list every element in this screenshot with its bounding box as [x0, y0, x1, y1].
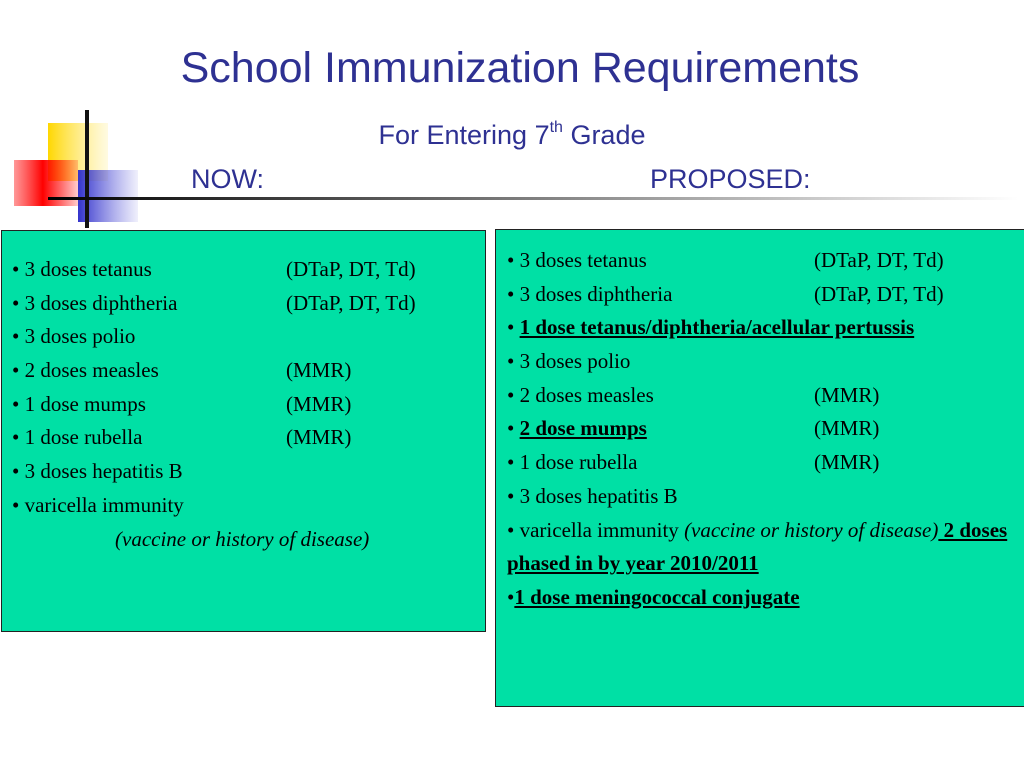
prop-item-varicella: [507, 514, 1014, 581]
now-item-measles: [12, 354, 475, 388]
subtitle-superscript: th: [549, 119, 563, 136]
prop-item-rubella: [507, 446, 1014, 480]
prop-item-tetanus: [507, 244, 1014, 278]
item-bullet: •: [507, 584, 515, 609]
prop-item-polio: [507, 345, 1014, 379]
page-title: School Immunization Requirements: [180, 44, 860, 92]
item-text: • 3 doses diphtheria: [12, 290, 178, 315]
varicella-phase-in: 2 doses phased in by year 2010/2011: [507, 517, 1008, 576]
item-vaccine: (DTaP, DT, Td): [286, 290, 416, 315]
horizontal-rule: [48, 197, 1018, 200]
item-text: • 3 doses hepatitis B: [507, 483, 678, 508]
now-item-rubella: [12, 421, 475, 455]
item-vaccine: (MMR): [814, 450, 880, 475]
prop-item-diphtheria: [507, 278, 1014, 312]
prop-item-tdap: [507, 311, 1014, 345]
item-vaccine: (MMR): [286, 391, 352, 416]
item-text: • 3 doses tetanus: [12, 257, 152, 281]
item-text: • 1 dose rubella: [12, 425, 143, 450]
varicella-note: (vaccine or history of disease): [684, 517, 939, 542]
item-vaccine: (MMR): [286, 425, 352, 450]
item-bullet: •: [507, 315, 520, 340]
item-vaccine: (MMR): [286, 358, 352, 383]
item-text: varicella immunity: [514, 517, 685, 542]
now-item-tetanus: [12, 253, 475, 287]
item-bullet: •: [507, 416, 520, 441]
item-text: • 3 doses polio: [507, 349, 631, 374]
item-text: • 2 doses measles: [507, 382, 654, 407]
item-vaccine: (MMR): [814, 382, 880, 407]
now-heading: NOW:: [191, 164, 264, 194]
subtitle-main: For Entering 7: [378, 120, 550, 150]
now-requirements-box: [1, 230, 486, 632]
item-text-new: 1 dose meningococcal conjugate: [514, 584, 800, 609]
vertical-rule: [85, 110, 89, 228]
item-text: • 1 dose rubella: [507, 450, 638, 475]
item-text: • varicella immunity: [12, 492, 184, 517]
prop-item-hepatitis-b: [507, 480, 1014, 514]
item-bullet: •: [507, 517, 515, 542]
prop-item-meningococcal: [507, 581, 1014, 615]
item-text-new: 2 dose mumps: [519, 416, 647, 441]
prop-item-measles: [507, 379, 1014, 413]
item-text: • 1 dose mumps: [12, 391, 146, 416]
now-item-mumps: [12, 388, 475, 422]
item-text: • 3 doses polio: [12, 324, 136, 349]
now-item-diphtheria: [12, 287, 475, 321]
item-text: • 3 doses diphtheria: [507, 281, 673, 306]
item-vaccine: (DTaP, DT, Td): [286, 257, 416, 281]
item-text: • 3 doses tetanus: [507, 248, 647, 272]
subtitle: [300, 120, 724, 151]
item-text: • 2 doses measles: [12, 358, 159, 383]
now-varicella-note: (vaccine or history of disease): [115, 526, 370, 551]
item-vaccine: (DTaP, DT, Td): [814, 248, 944, 272]
proposed-heading: PROPOSED:: [650, 164, 811, 194]
subtitle-tail: Grade: [562, 120, 646, 150]
item-text-new: 1 dose tetanus/diphtheria/acellular pertussis: [519, 315, 915, 340]
item-vaccine: (DTaP, DT, Td): [814, 281, 944, 306]
prop-item-mumps: [507, 412, 1014, 446]
proposed-requirements-box: [495, 229, 1024, 707]
now-item-hepatitis-b: [12, 455, 475, 489]
item-vaccine: (MMR): [814, 416, 880, 441]
now-item-polio: [12, 320, 475, 354]
item-text: • 3 doses hepatitis B: [12, 459, 183, 484]
now-item-varicella: [12, 489, 475, 523]
